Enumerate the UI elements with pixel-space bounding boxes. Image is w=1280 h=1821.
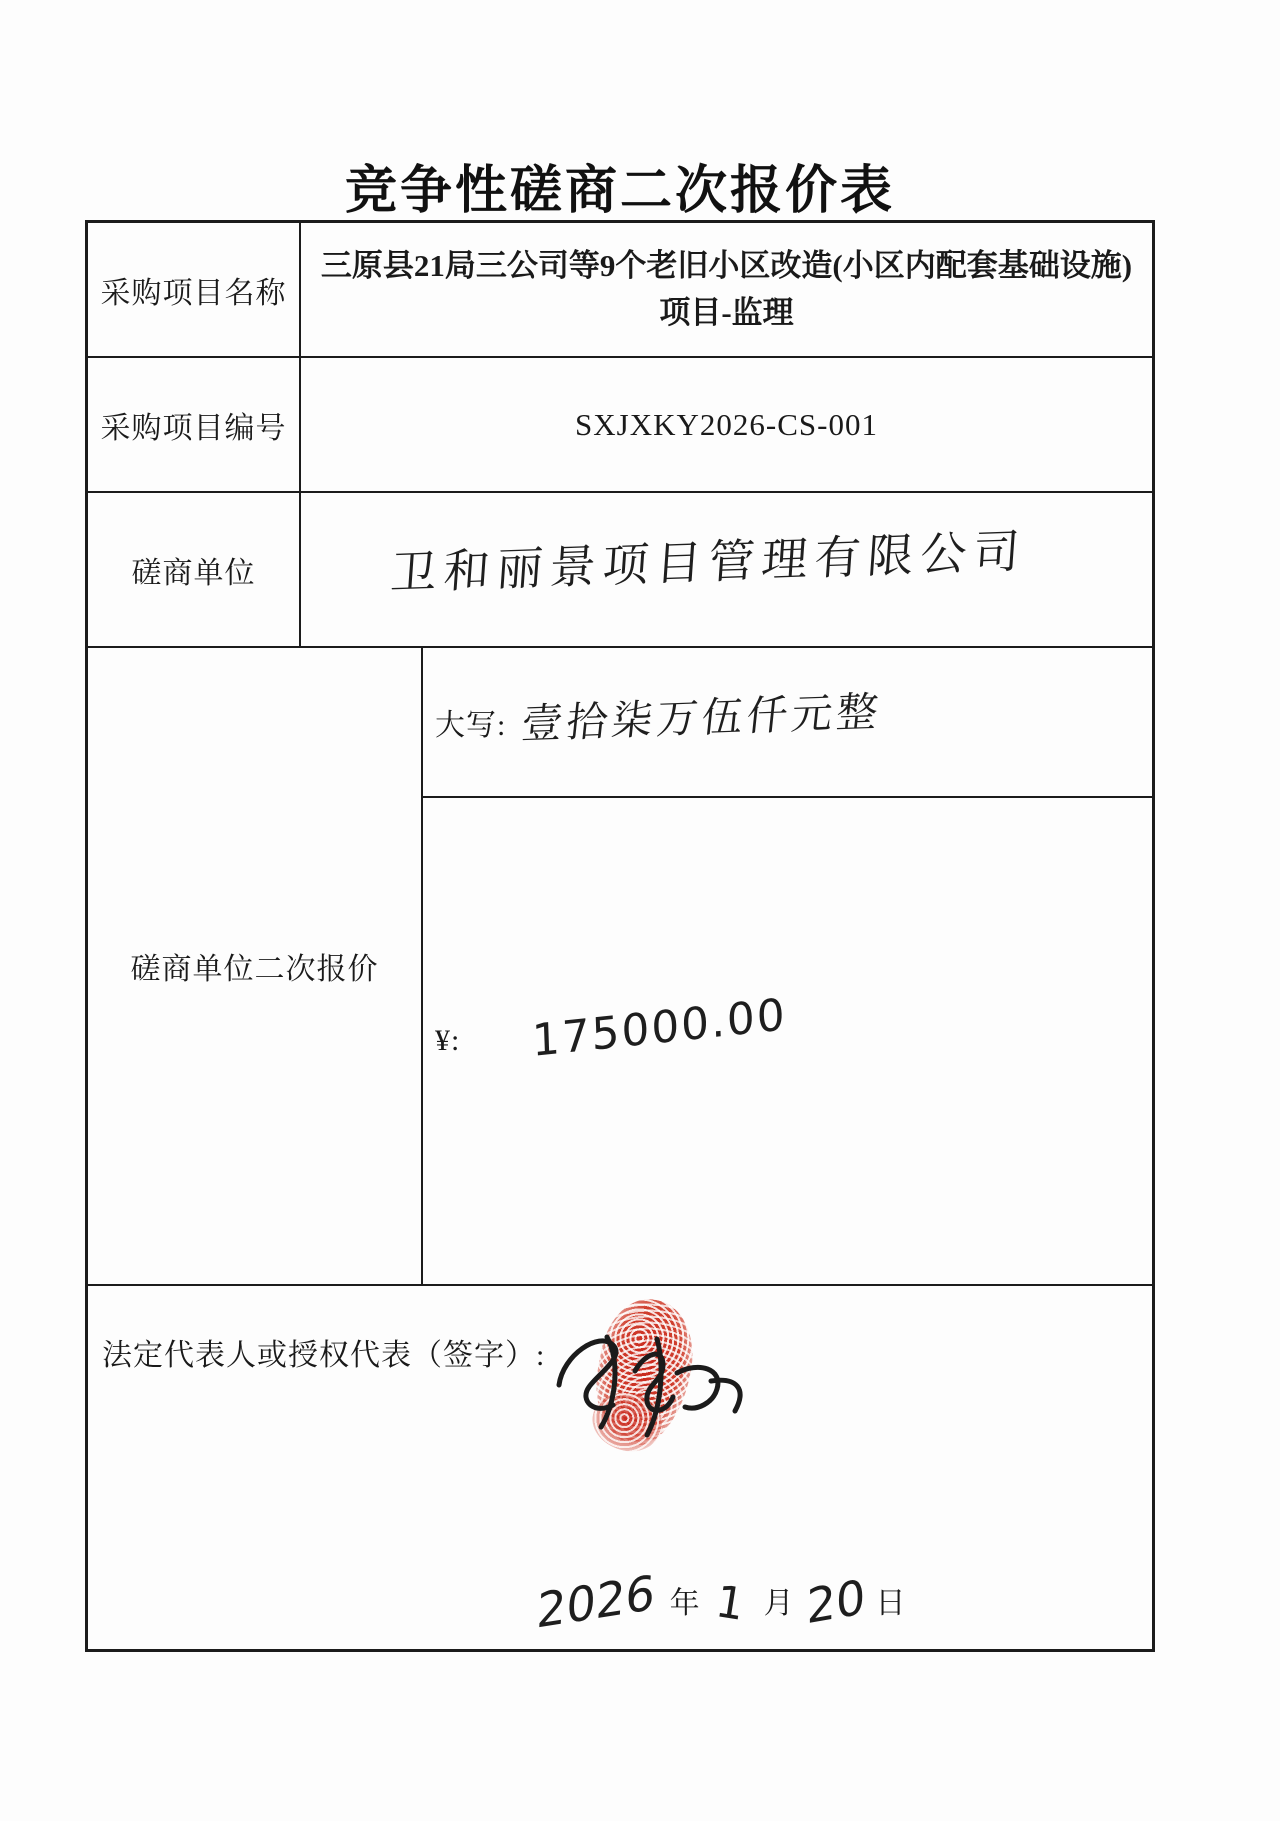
second-quotation-label: 磋商单位二次报价 bbox=[88, 648, 423, 1284]
table-row-project-number bbox=[88, 358, 1152, 493]
project-number-label: 采购项目编号 bbox=[88, 358, 301, 491]
project-name-value-line1: 三原县21局三公司等9个老旧小区改造(小区内配套基础设施) bbox=[320, 248, 1133, 283]
date-line bbox=[535, 1565, 911, 1640]
negotiation-unit-label: 磋商单位 bbox=[88, 493, 301, 646]
negotiation-unit-handwriting: 卫和丽景项目管理有限公司 bbox=[388, 523, 1029, 600]
quotation-table bbox=[85, 220, 1155, 1652]
uppercase-amount-handwriting: 壹拾柒万伍仟元整 bbox=[519, 687, 885, 749]
date-month-handwriting: 1 bbox=[711, 1576, 748, 1631]
project-number-value: SXJXKY2026-CS-001 bbox=[575, 406, 878, 442]
second-quotation-cells bbox=[423, 648, 1152, 1284]
date-day-handwriting: 20 bbox=[806, 1569, 865, 1636]
date-year-handwriting: 2026 bbox=[535, 1565, 657, 1640]
currency-prefix: ¥: bbox=[435, 1024, 461, 1057]
table-row-second-quotation bbox=[88, 648, 1152, 1286]
uppercase-prefix: 大写: bbox=[435, 709, 507, 742]
table-row-signature bbox=[88, 1286, 1152, 1649]
date-year-unit: 年 bbox=[669, 1587, 700, 1620]
numeric-amount-cell bbox=[423, 798, 1152, 1284]
uppercase-amount-cell bbox=[423, 648, 1152, 798]
numeric-amount-handwriting: 175000.00 bbox=[531, 988, 788, 1067]
signature-area bbox=[543, 1291, 803, 1481]
date-month-unit: 月 bbox=[763, 1587, 794, 1620]
date-day-unit: 日 bbox=[875, 1587, 906, 1620]
signature-label: 法定代表人或授权代表（签字）: bbox=[102, 1339, 546, 1372]
project-name-label: 采购项目名称 bbox=[88, 223, 301, 356]
negotiation-unit-value bbox=[301, 493, 1152, 646]
project-name-value bbox=[301, 223, 1152, 356]
form-title: 竞争性磋商二次报价表 bbox=[344, 163, 895, 220]
table-row-project-name bbox=[88, 223, 1152, 358]
project-name-value-line2: 项目-监理 bbox=[659, 294, 794, 330]
table-row-negotiation-unit bbox=[88, 493, 1152, 648]
signature-scribble-icon bbox=[551, 1319, 771, 1449]
